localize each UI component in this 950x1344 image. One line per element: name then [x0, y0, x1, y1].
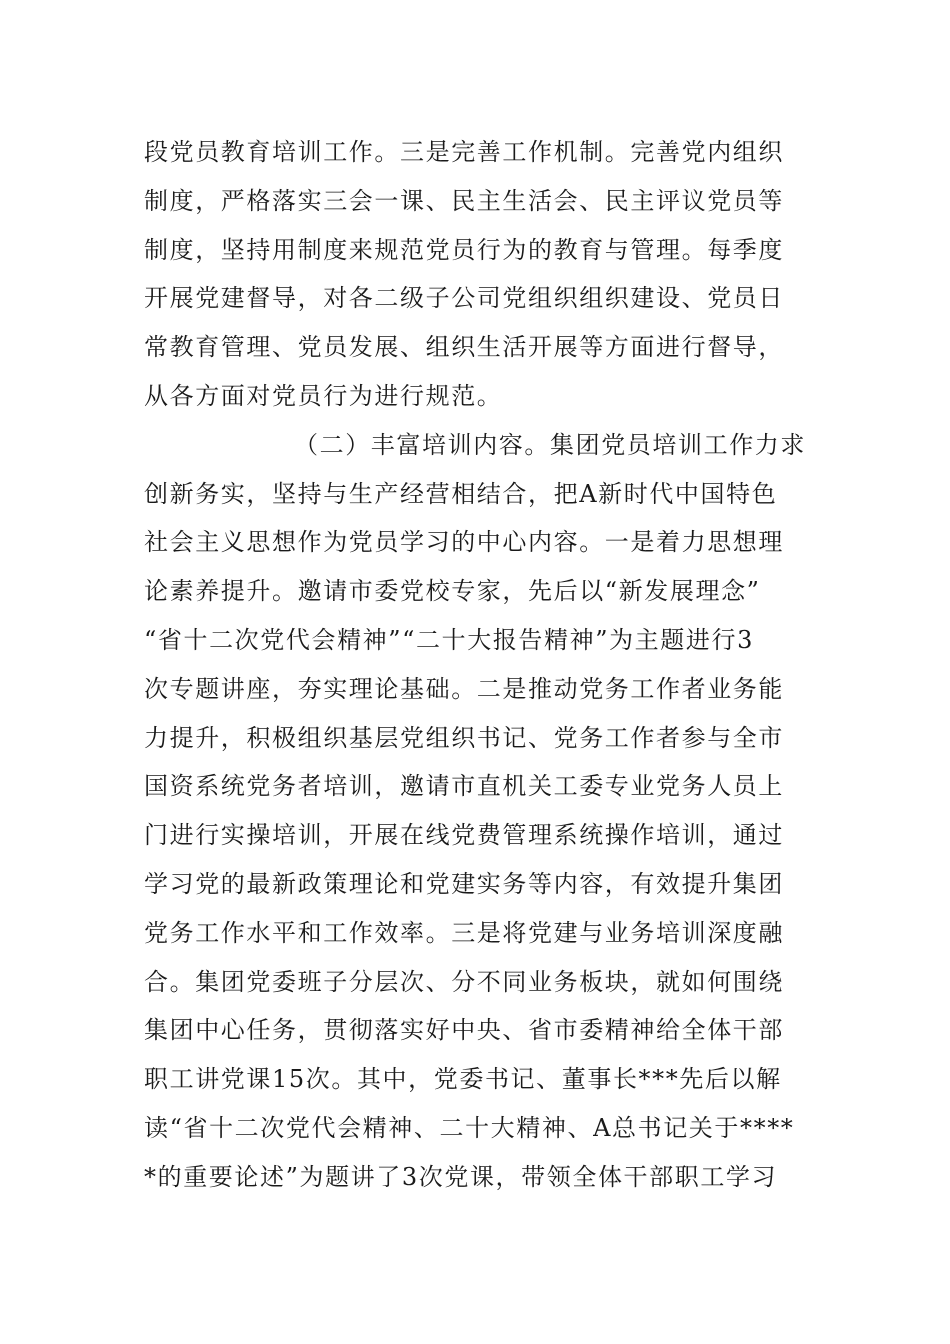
text-line: 社会主义思想作为党员学习的中心内容。一是着力思想理	[144, 528, 784, 557]
text-line: 读“省十二次党代会精神、二十大精神、A总书记关于****	[144, 1113, 795, 1142]
text-line: 学习党的最新政策理论和党建实务等内容，有效提升集团	[144, 869, 784, 898]
text-line: 党务工作水平和工作效率。三是将党建与业务培训深度融	[144, 918, 784, 947]
text-line: 制度，坚持用制度来规范党员行为的教育与管理。每季度	[144, 235, 784, 264]
text-line: 常教育管理、党员发展、组织生活开展等方面进行督导，	[144, 333, 784, 362]
text-line: 力提升，积极组织基层党组织书记、党务工作者参与全市	[144, 723, 784, 752]
text-line: 从各方面对党员行为进行规范。	[144, 381, 503, 410]
text-line: 开展党建督导，对各二级子公司党组织组织建设、党员日	[144, 284, 784, 313]
text-line: 制度，严格落实三会一课、民主生活会、民主评议党员等	[144, 186, 784, 215]
text-line: 集团中心任务，贯彻落实好中央、省市委精神给全体干部	[144, 1016, 784, 1045]
text-line: 论素养提升。邀请市委党校专家，先后以“新发展理念”	[144, 577, 761, 606]
text-line: 合。集团党委班子分层次、分不同业务板块，就如何围绕	[144, 967, 784, 996]
text-line: 创新务实，坚持与生产经营相结合，把A新时代中国特色	[144, 479, 778, 508]
text-line: “省十二次党代会精神”“二十大报告精神”为主题进行3	[144, 625, 754, 654]
text-line: 段党员教育培训工作。三是完善工作机制。完善党内组织	[144, 138, 784, 166]
text-line: *的重要论述”为题讲了3次党课，带领全体干部职工学习	[144, 1162, 778, 1191]
text-line: 职工讲党课15次。其中，党委书记、董事长***先后以解	[144, 1065, 782, 1094]
text-line: 门进行实操培训，开展在线党费管理系统操作培训，通过	[144, 821, 784, 850]
body-text	[144, 128, 809, 1202]
text-line: 次专题讲座，夯实理论基础。二是推动党务工作者业务能	[144, 674, 784, 703]
section-heading-line: （二）丰富培训内容。集团党员培训工作力求	[294, 430, 806, 459]
text-line: 国资系统党务者培训，邀请市直机关工委专业党务人员上	[144, 772, 784, 801]
